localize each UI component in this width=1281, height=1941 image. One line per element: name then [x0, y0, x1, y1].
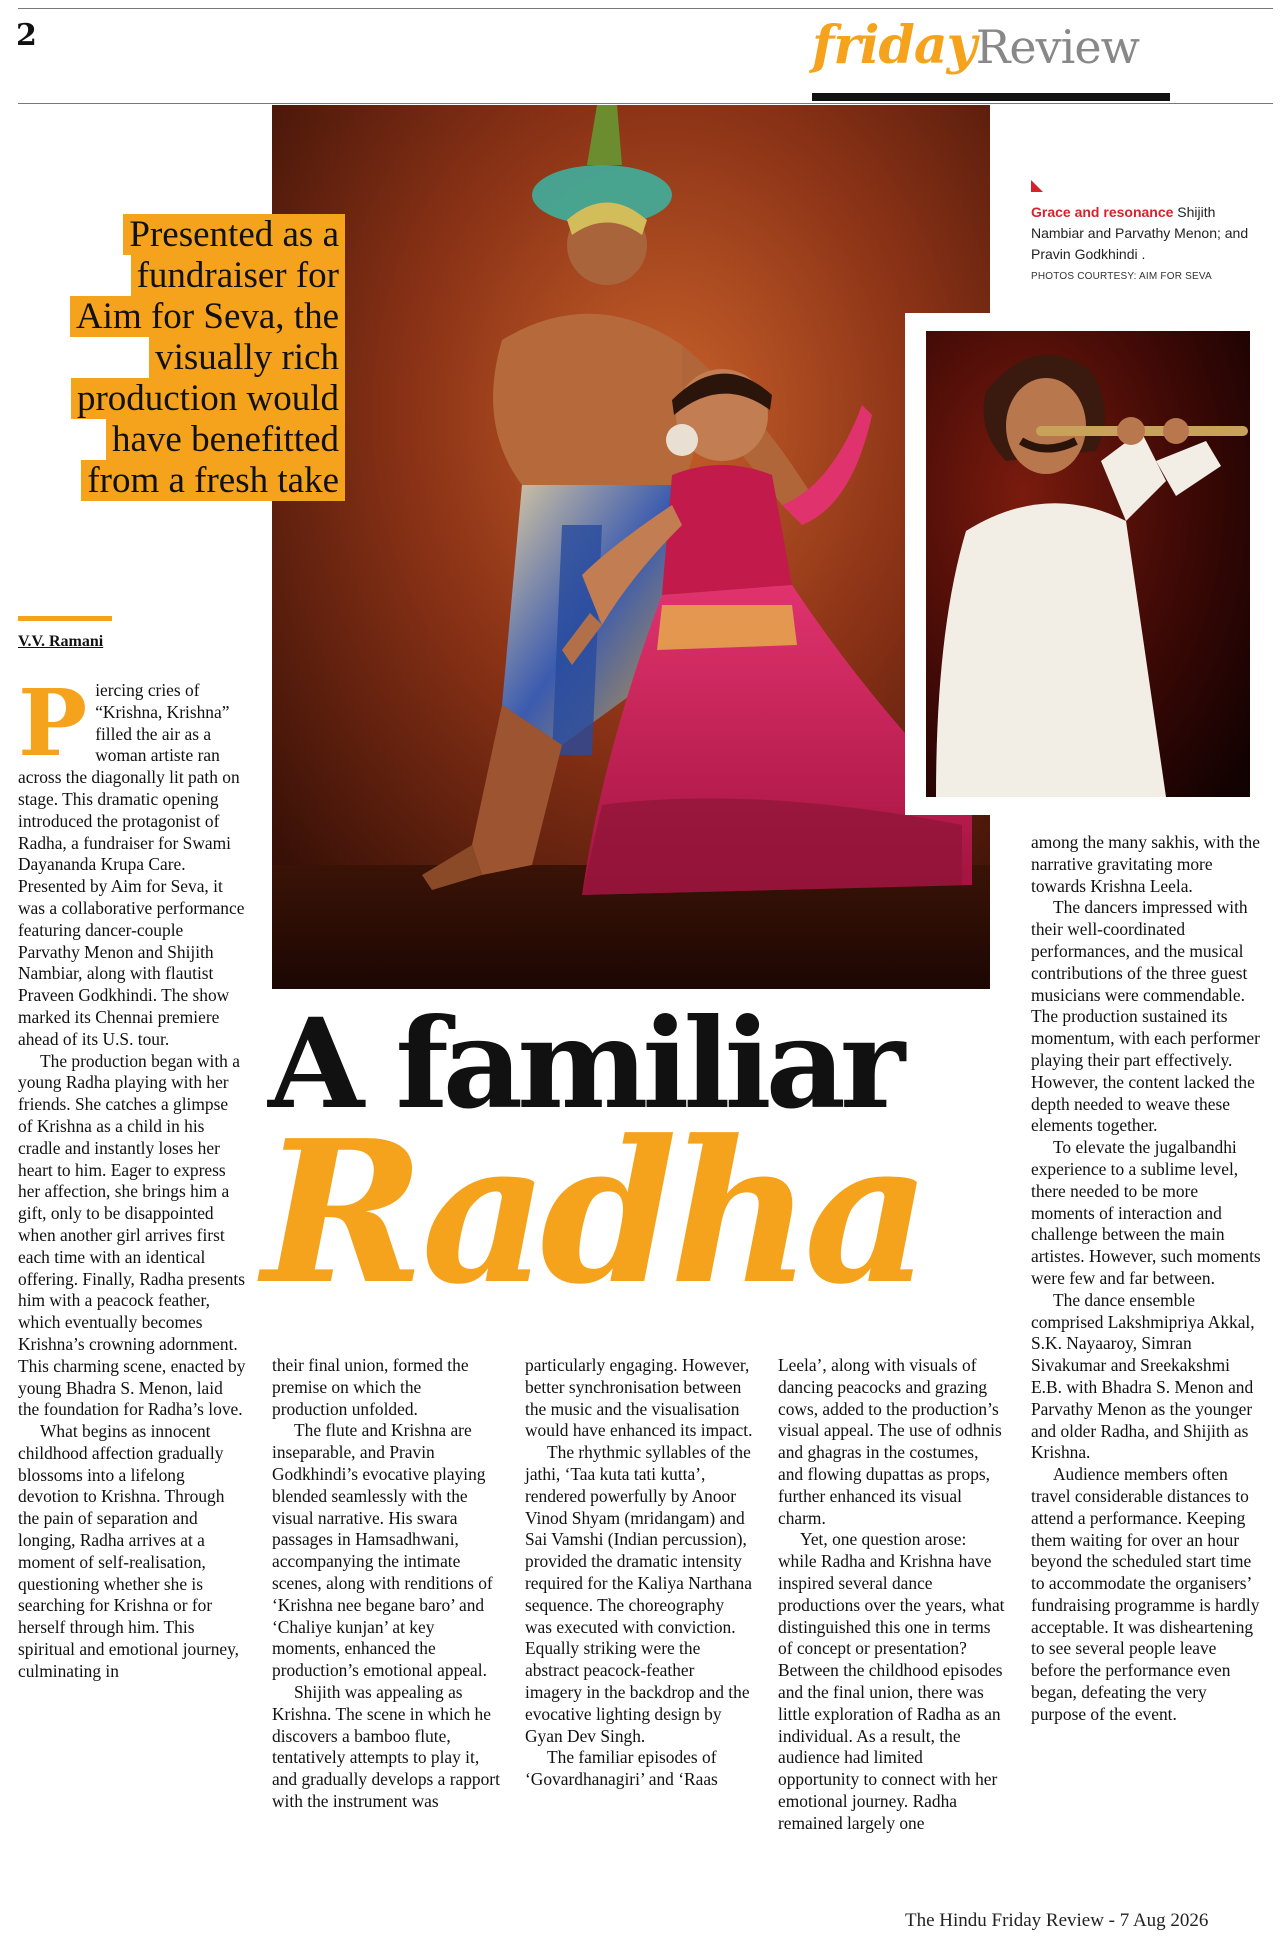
article-paragraph: their final union, formed the premise on which the production unfolded. [272, 1355, 469, 1419]
pull-quote [55, 214, 345, 501]
photo-credit: PHOTOS COURTESY: AIM FOR SEVA [1031, 271, 1212, 282]
caption-marker-icon [1031, 180, 1043, 192]
article-column-2 [272, 1355, 500, 1813]
article-paragraph: The flute and Krishna are inseparable, and Pravin Godkhindi’s evocative playing blended seamlessly with the visual narrative. His swara passages in Hamsadhwani, accompanying the intimate scenes, along with renditions of ‘Krishna nee begane baro’ and ‘Chaliye kunjan’ at key moments, enhanced the production’s emotional appeal. [272, 1420, 493, 1681]
masthead-review: Review [975, 20, 1139, 74]
article-paragraph: Piercing cries of “Krishna, Krishna” filled the air as a woman artiste ran across the diagonally lit path on stage. This dramatic opening introduced the protagonist of Radha, a fundraiser for Swami Dayananda Krupa Care. Presented by Aim for Seva, it was a collaborative performance featuring dancer-couple Parvathy Menon and Shijith Nambiar, along with flautist Praveen Godkhindi. The show marked its Chennai premiere ahead of its U.S. tour. [18, 669, 245, 1049]
article-column-1 [18, 669, 246, 1683]
masthead-underline [812, 93, 1170, 101]
article-paragraph: The dance ensemble comprised Lakshmipriya Akkal, S.K. Nayaaroy, Simran Sivakumar and Sreekakshmi E.B. with Bhadra S. Menon and Parvathy Menon as the younger and older Radha, and Shijith as Krishna. [1031, 1289, 1255, 1463]
header-rule [18, 103, 1273, 104]
dance-photo [272, 105, 990, 989]
pull-quote-line: production would [71, 378, 345, 419]
headline-line-1: A familiar [268, 992, 900, 1137]
photo-caption [1031, 202, 1261, 265]
top-rule [18, 8, 1273, 9]
article-paragraph: To elevate the jugalbandhi experience to a sublime level, there needed to be more moments of interaction and challenge between the main artistes. However, such moments were few and far between. [1031, 1137, 1261, 1288]
caption-text: Shijith Nambiar and Parvathy Menon; and Pravin Godkhindi . [1031, 204, 1249, 262]
pull-quote-line: have benefitted [106, 419, 345, 460]
article-paragraph: The production began with a young Radha playing with her friends. She catches a glimpse of Krishna as a child in his cradle and instantly loses her heart to him. Eager to express her affection, she brings him a gift, only to be disappointed when another girl arrives first each time with an identical offering. Finally, Radha presents him with a peacock feather, which eventually becomes Krishna’s crowning adornment. This charming scene, enacted by young Bhadra S. Menon, laid the foundation for Radha’s love. [18, 1050, 246, 1420]
article-column-5 [1031, 832, 1261, 1726]
pull-quote-line: Presented as a [123, 214, 345, 255]
article-paragraph: Yet, one question arose: while Radha and Krishna have inspired several dance productions over the years, what distinguished this one in terms of concept or presentation? Between the childhood episodes and the final union, there was little exploration of Radha as an individual. As a result, the audience had limited opportunity to connect with her emotional journey. Radha remained largely one [778, 1529, 1005, 1833]
article-column-4 [778, 1355, 1006, 1835]
masthead [812, 15, 1139, 76]
article-paragraph: What begins as innocent childhood affection gradually blossoms into a lifelong devotion to Krishna. Through the pain of separation and longing, Radha arrives at a moment of self-realisation, questioning whether she is searching for Krishna or for herself through him. This spiritual and emotional journey, culminating in [18, 1421, 240, 1681]
caption-lead: Grace and resonance [1031, 204, 1174, 220]
article-paragraph: Shijith was appealing as Krishna. The scene in which he discovers a bamboo flute, tentatively attempts to play it, and gradually develops a rapport with the instrument was [272, 1681, 500, 1811]
headline-line-2: Radha [262, 1098, 923, 1328]
drop-cap: P [18, 669, 88, 777]
flautist-photo [926, 331, 1250, 797]
pull-quote-line: visually rich [149, 337, 345, 378]
byline: V.V. Ramani [18, 633, 104, 650]
article-paragraph: The familiar episodes of ‘Govardhanagiri’ and ‘Raas [525, 1747, 718, 1790]
article-paragraph: The dancers impressed with their well-coordinated performances, and the musical contributions of the three guest musicians were commendable. The production sustained its momentum, with each performer playing their part effectively. However, the content lacked the depth needed to weave these elements together. [1031, 897, 1260, 1136]
masthead-friday: friday [812, 15, 976, 76]
page-number: 2 [16, 18, 37, 53]
article-paragraph: Leela’, along with visuals of dancing peacocks and grazing cows, added to the production’s visual appeal. The use of odhnis and ghagras in the costumes, and flowing dupattas as props, further enhanced its visual charm. [778, 1355, 1002, 1528]
byline-accent-bar [18, 616, 112, 621]
pull-quote-line: from a fresh take [81, 460, 345, 501]
article-paragraph: The rhythmic syllables of the jathi, ‘Taa kuta tati kutta’, rendered powerfully by Anoor Vinod Shyam (mridangam) and Sai Vamshi (Indian percussion), provided the dramatic intensity required for the Kaliya Narthana sequence. The choreography was executed with conviction. Equally striking were the abstract peacock-feather imagery in the backdrop and the evocative lighting design by Gyan Dev Singh. [525, 1442, 752, 1746]
article-paragraph: among the many sakhis, with the narrative gravitating more towards Krishna Leela. [1031, 832, 1260, 896]
pull-quote-line: fundraiser for [131, 255, 345, 296]
pull-quote-line: Aim for Seva, the [70, 296, 345, 337]
article-paragraph: Audience members often travel considerable distances to attend a performance. Keeping them waiting for over an hour beyond the scheduled start time to accommodate the organisers’ fundraising programme is hardly acceptable. It was disheartening to see several people leave before the performance even began, defeating the very purpose of the event. [1031, 1464, 1260, 1724]
article-column-3 [525, 1355, 753, 1791]
article-paragraph: particularly engaging. However, better synchronisation between the music and the visualisation would have enhanced its impact. [525, 1355, 753, 1441]
page-footer: The Hindu Friday Review - 7 Aug 2026 [905, 1910, 1209, 1931]
